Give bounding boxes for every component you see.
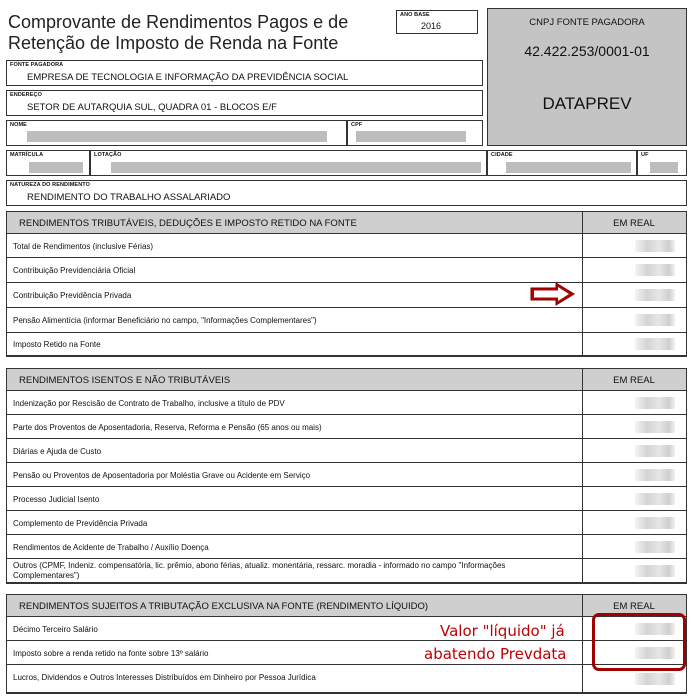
- amount-blurred: [635, 565, 675, 577]
- amount-blurred: [635, 314, 675, 326]
- cidade-field: [487, 150, 637, 176]
- section-isentos-title: RENDIMENTOS ISENTOS E NÃO TRIBUTÁVEIS: [19, 375, 231, 386]
- amount-blurred: [635, 338, 675, 350]
- section-tributaveis-title: RENDIMENTOS TRIBUTÁVEIS, DEDUÇÕES E IMPOSTO RETIDO NA FONTE: [19, 218, 357, 229]
- table-row: Outros (CPMF, Indeniz. compensatória, lic. prêmio, abono férias, atualiz. monentária, ressarc. moradia - informado no campo "Informações Complementares"): [7, 559, 686, 583]
- cidade-redacted: [506, 162, 631, 173]
- amount-blurred: [635, 517, 675, 529]
- cidade-label: CIDADE: [491, 152, 513, 158]
- amount-blurred: [635, 673, 675, 685]
- company-short-name: DATAPREV: [542, 94, 632, 113]
- table-row: Processo Judicial Isento: [7, 487, 686, 511]
- amount-blurred: [635, 289, 675, 301]
- cpf-label: CPF: [351, 122, 363, 128]
- table-row: Parte dos Proventos de Aposentadoria, Reserva, Reforma e Pensão (65 anos ou mais): [7, 415, 686, 439]
- section-tributaveis: [6, 211, 687, 357]
- annotation-line-2: abatendo Prevdata: [424, 645, 567, 663]
- table-row: Pensão Alimentícia (informar Beneficiário no campo, "Informações Complementares"): [7, 308, 686, 333]
- section-exclusiva-currency: EM REAL: [613, 601, 655, 612]
- cnpj-value: 42.422.253/0001-01: [524, 43, 650, 59]
- table-row: Total de Rendimentos (inclusive Férias): [7, 234, 686, 258]
- section-exclusiva: [6, 594, 687, 694]
- table-row: Contribuição Previdência Privada: [7, 283, 686, 308]
- amount-blurred: [635, 541, 675, 553]
- matricula-label: MATRÍCULA: [10, 152, 44, 158]
- table-row: Décimo Terceiro Salário: [7, 617, 686, 641]
- table-row: Pensão ou Proventos de Aposentadoria por Moléstia Grave ou Acidente em Serviço: [7, 463, 686, 487]
- page-title: [8, 12, 393, 54]
- section-isentos-header: [7, 369, 686, 391]
- section-tributaveis-header: [7, 212, 686, 234]
- ano-base-box: [396, 10, 478, 34]
- amount-blurred: [635, 397, 675, 409]
- section-isentos-currency: EM REAL: [613, 375, 655, 386]
- lotacao-label: LOTAÇÃO: [94, 152, 122, 158]
- table-row: Indenização por Rescisão de Contrato de Trabalho, inclusive a título de PDV: [7, 391, 686, 415]
- uf-redacted: [650, 162, 678, 173]
- table-row: Diárias e Ajuda de Custo: [7, 439, 686, 463]
- uf-label: UF: [641, 152, 649, 158]
- cpf-redacted: [356, 131, 466, 142]
- title-line-2: Retenção de Imposto de Renda na Fonte: [8, 33, 339, 53]
- table-row: Imposto Retido na Fonte: [7, 333, 686, 356]
- annotation-highlight-box: [592, 613, 686, 671]
- lotacao-redacted: [111, 162, 481, 173]
- section-exclusiva-title: RENDIMENTOS SUJEITOS A TRIBUTAÇÃO EXCLUSIVA NA FONTE (RENDIMENTO LÍQUIDO): [19, 601, 429, 612]
- natureza-value: RENDIMENTO DO TRABALHO ASSALARIADO: [27, 192, 231, 203]
- column-divider: [582, 369, 583, 583]
- amount-blurred: [635, 264, 675, 276]
- fonte-pagadora-value: EMPRESA DE TECNOLOGIA E INFORMAÇÃO DA PREVIDÊNCIA SOCIAL: [27, 72, 349, 83]
- natureza-label: NATUREZA DO RENDIMENTO: [10, 182, 91, 188]
- nome-redacted: [27, 131, 327, 142]
- annotation-line-1: Valor "líquido" já: [440, 622, 565, 640]
- nome-field: [6, 120, 347, 146]
- column-divider: [582, 212, 583, 356]
- nome-label: NOME: [10, 122, 27, 128]
- ano-base-value: 2016: [421, 21, 442, 31]
- amount-blurred: [635, 240, 675, 252]
- cnpj-box: [487, 8, 687, 146]
- fonte-pagadora-label: FONTE PAGADORA: [10, 62, 64, 68]
- title-line-1: Comprovante de Rendimentos Pagos e de: [8, 12, 349, 32]
- amount-blurred: [635, 469, 675, 481]
- endereco-value: SETOR DE AUTARQUIA SUL, QUADRA 01 - BLOCOS E/F: [27, 102, 277, 113]
- table-row: Complemento de Previdência Privada: [7, 511, 686, 535]
- uf-field: [637, 150, 687, 176]
- amount-blurred: [635, 493, 675, 505]
- table-row: Imposto sobre a renda retido na fonte sobre 13º salário: [7, 641, 686, 665]
- cpf-field: [347, 120, 483, 146]
- column-divider: [582, 595, 583, 693]
- cnpj-label: CNPJ FONTE PAGADORA: [529, 17, 645, 28]
- lotacao-field: [90, 150, 487, 176]
- amount-blurred: [635, 421, 675, 433]
- amount-blurred: [635, 445, 675, 457]
- matricula-field: [6, 150, 90, 176]
- fonte-pagadora-field: [6, 60, 483, 86]
- endereco-field: [6, 90, 483, 116]
- table-row: Contribuição Previdenciária Oficial: [7, 258, 686, 283]
- matricula-redacted: [29, 162, 83, 173]
- natureza-field: [6, 180, 687, 206]
- section-exclusiva-header: [7, 595, 686, 617]
- section-isentos: [6, 368, 687, 584]
- section-tributaveis-currency: EM REAL: [613, 218, 655, 229]
- ano-base-label: ANO BASE: [400, 12, 430, 18]
- endereco-label: ENDEREÇO: [10, 92, 42, 98]
- table-row: Rendimentos de Acidente de Trabalho / Auxílio Doença: [7, 535, 686, 559]
- table-row: Lucros, Dividendos e Outros Interesses Distribuídos em Dinheiro por Pessoa Jurídica: [7, 665, 686, 693]
- right-arrow-icon: [528, 281, 578, 307]
